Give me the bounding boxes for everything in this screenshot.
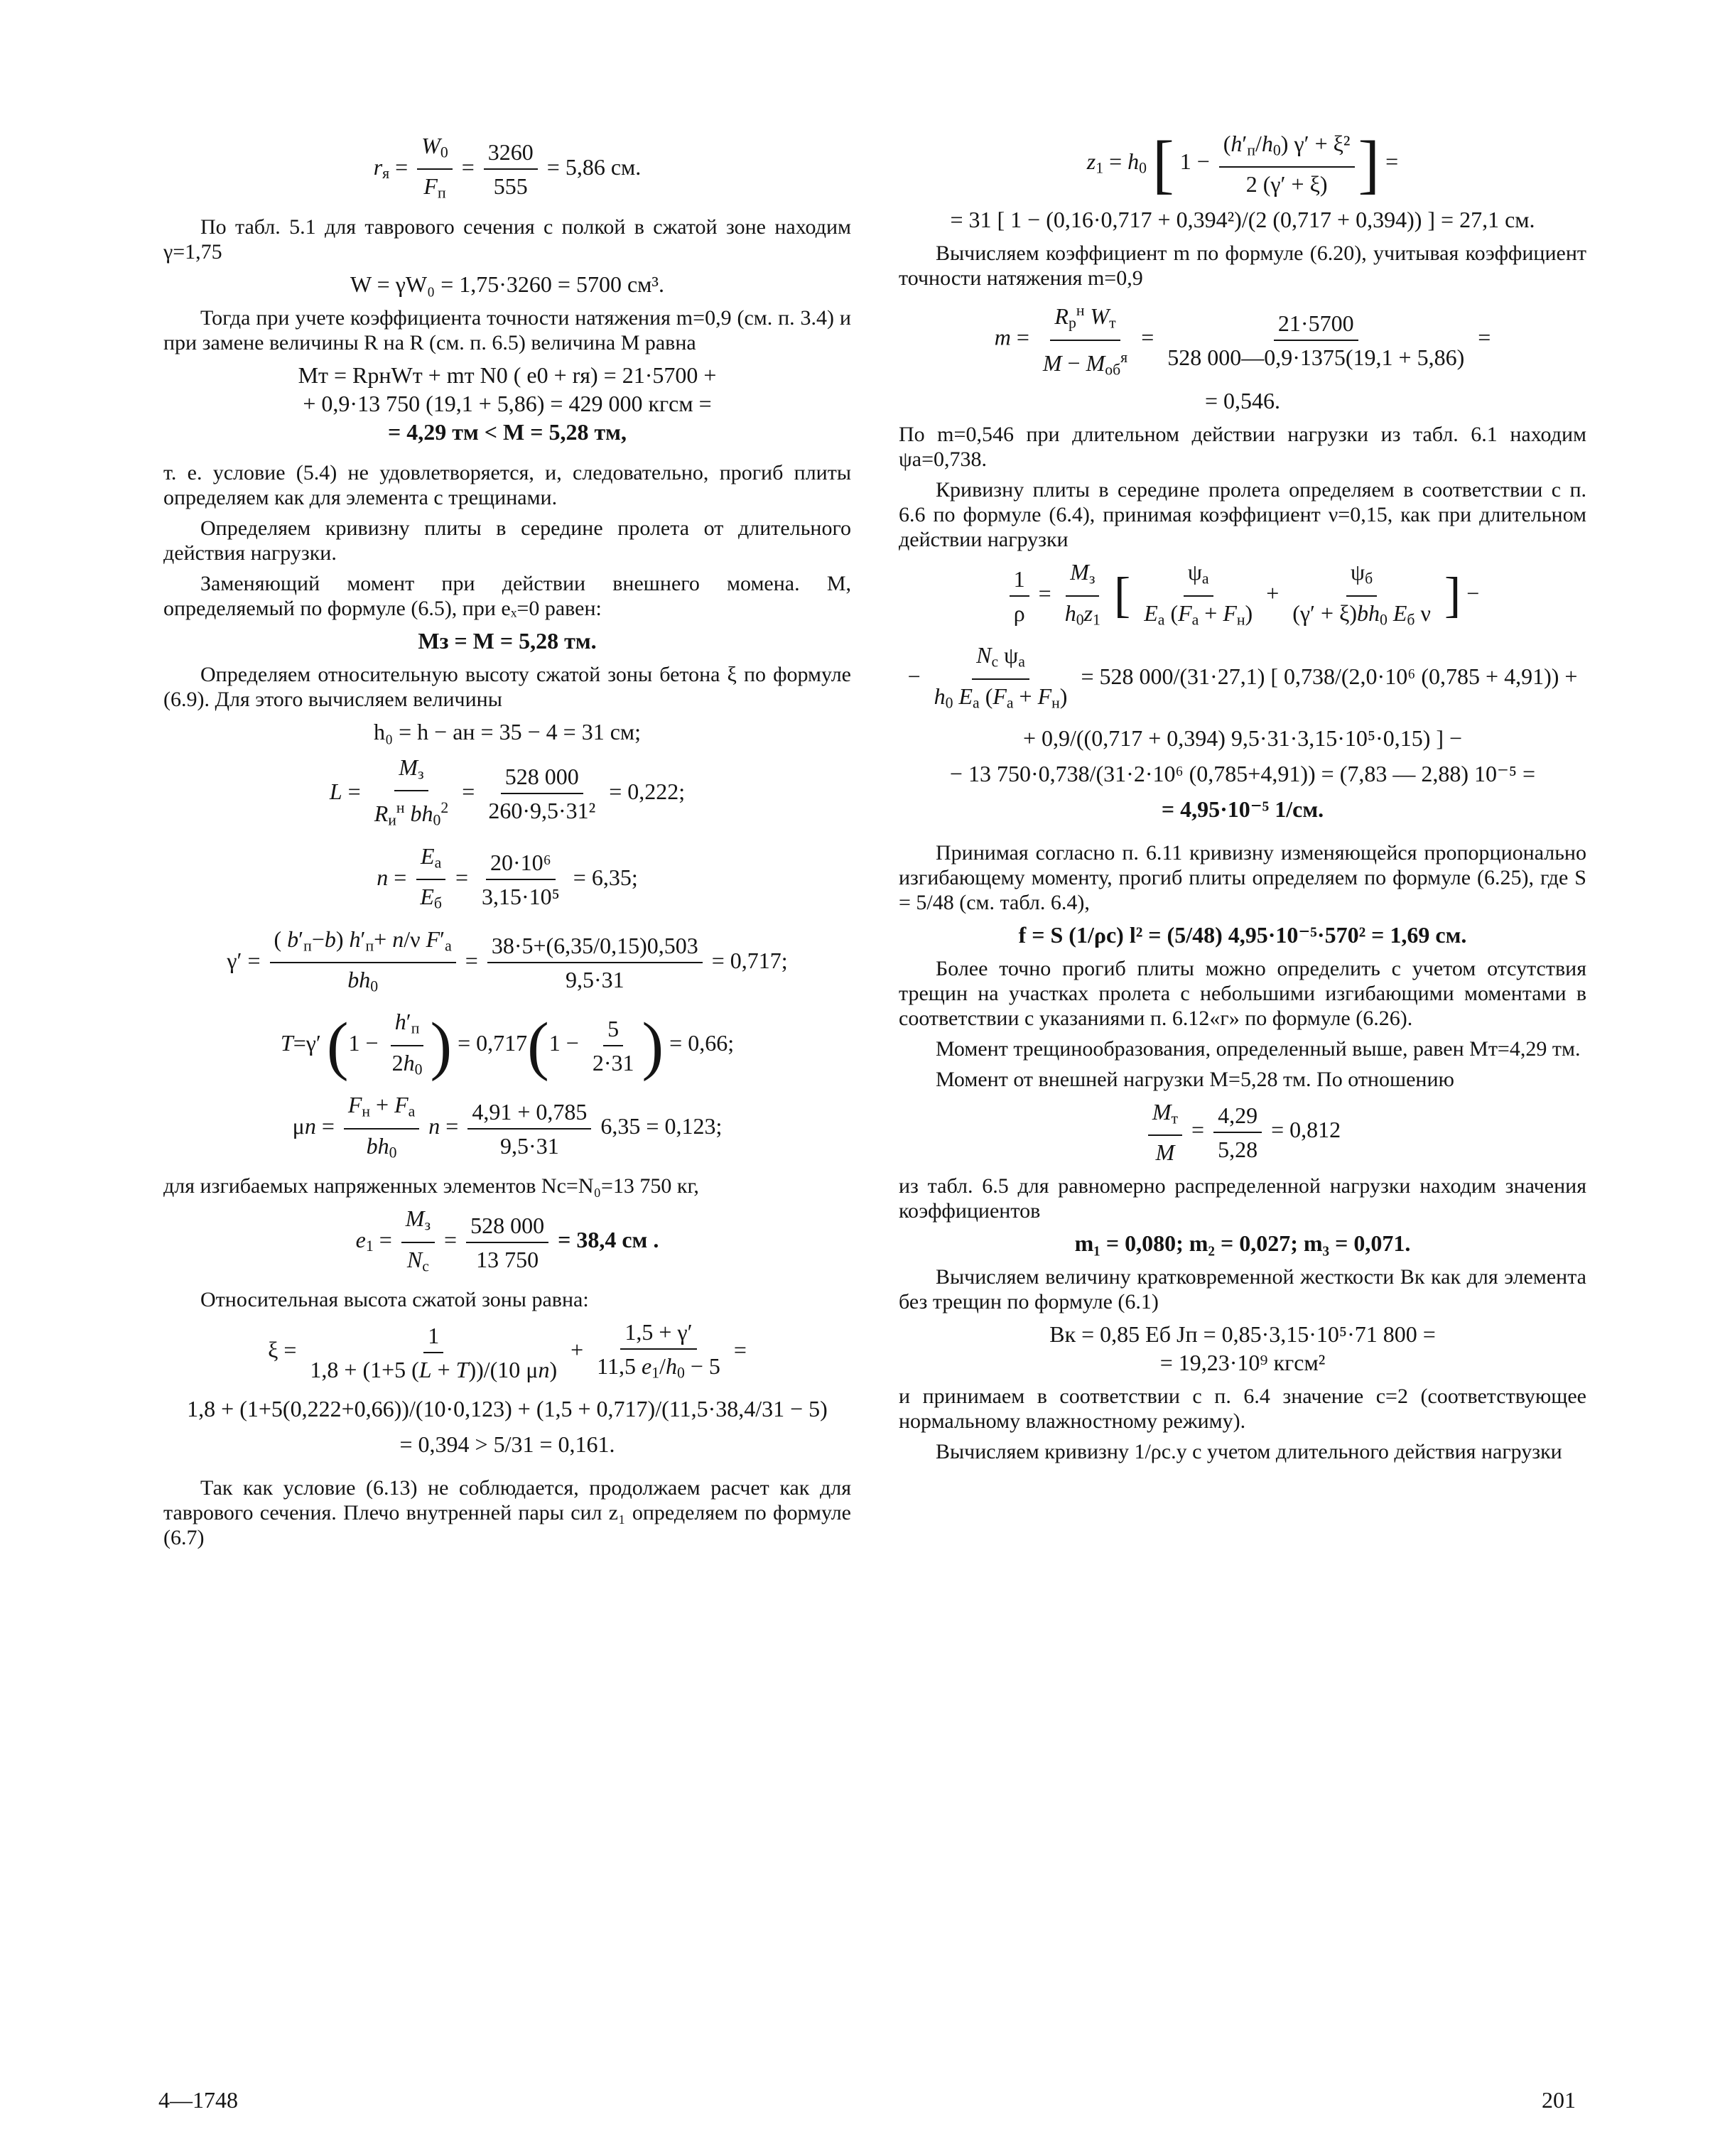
eq-e1: $e_1$ = $\frac{M_з}{N_c}$ = $\frac{528 000}{13 750}$ = 38,4 см . bbox=[355, 1206, 659, 1275]
paragraph-coefficient-c: и принимаем в соответствии с п. 6.4 значение c=2 (соответствующее нормальному влажностному режиму). bbox=[899, 1385, 1586, 1434]
eq-xi-general: ξ = $\frac{1}{1,8 + (1+5 (L + T))/(10 \mu n)}$ + $\frac{1,5 + \gamma'}{11,5 e_1/h_0 - 5}$ = bbox=[268, 1319, 747, 1382]
paragraph-relative-height-equals: Относительная высота сжатой зоны равна: bbox=[200, 1288, 589, 1312]
folio-signature: 4—1748 bbox=[158, 2087, 238, 2113]
eq-m: m = $\frac{R_р^н W_т}{M - M_{об}^я}$ = $\frac{21\cdot 5700}{528 000—0,9\cdot 1375(19,1 + 5,86)}$ = bbox=[899, 296, 1586, 384]
eq-curvature-line-3: + 0,9/((0,717 + 0,394) 9,5·31·3,15·10⁵·0,15) ] − bbox=[1022, 725, 1463, 751]
eq-T: T=γ′ (1 − $\frac{h'_п}{2h_0}$ ) = 0,717(1 − $\frac{5}{2\cdot 31}$ ) = 0,66; bbox=[280, 1009, 735, 1082]
paragraph-relative-height: Определяем относительную высоту сжатой зоны бетона ξ по формуле (6.9). Для этого вычисляем величины bbox=[163, 662, 851, 711]
eq-mt-line-2: + 0,9·13 750 (19,1 + 5,86) = 429 000 кгсм = bbox=[303, 390, 712, 416]
eq-mz: Mз = M = 5,28 тм. bbox=[418, 627, 597, 654]
eq-mun: μn = $\frac{F_н + F_а}{bh_0}$ n = $\frac{4,91 + 0,785}{9,5\cdot 31}$ 6,35 = 0,123; bbox=[292, 1092, 723, 1161]
eq-bk-line-2: = 19,23·10⁹ кгсм² bbox=[1159, 1350, 1326, 1376]
paragraph-tension-accuracy: Тогда при учете коэффициента точности натяжения m=0,9 (см. п. 3.4) и при замене величины R на R (см. п. 6.5) величина M равна bbox=[163, 305, 851, 354]
eq-moment-ratio: $\frac{M_т}{M}$ = $\frac{4,29}{5,28}$ = 0,812 bbox=[899, 1098, 1586, 1166]
eq-xi-substituted: 1,8 + (1+5(0,222+0,66))/(10·0,123) + (1,5 + 0,717)/(11,5·38,4/31 − 5) bbox=[187, 1395, 828, 1421]
eq-z1-substituted: = 31 [ 1 − (0,16·0,717 + 0,394²)/(2 (0,717 + 0,394)) ] = 27,1 см. bbox=[950, 207, 1535, 233]
paragraph-short-term-stiffness: Вычисляем величину кратковременной жесткости Bк как для элемента без трещин по формуле (6.1) bbox=[899, 1265, 1586, 1314]
eq-mt-line-3: = 4,29 тм < M = 5,28 тм, bbox=[388, 418, 627, 445]
eq-m-result: = 0,546. bbox=[1204, 388, 1281, 414]
eq-n: n = $\frac{E_а}{E_б}$ = $\frac{\text{20·10⁶}}{\text{3,15·10⁵}}$ = 6,35; bbox=[377, 843, 638, 912]
paragraph-curvature-formula: Кривизну плиты в середине пролета определяем в соответствии с п. 6.6 по формуле (6.4), принимая коэффициент ν=0,15, как при длительном действии нагрузки bbox=[899, 478, 1586, 552]
eq-z1-general: $z_1 = h_0$ [ 1 − $\frac{(h'_п/h_0) \gamma' + \xi^2}{2 (\gamma' + \xi)}$ ] = bbox=[1086, 127, 1399, 200]
eq-gamma: γ′ = $\frac{( b'_п-b) h'_п+ n/\nu F'_а}{bh_0}$ = $\frac{38\cdot 5+(6,35/0,15)0,503}{9,5\cdot 31}$ = 0,717; bbox=[227, 926, 788, 995]
eq-curvature-general: $\frac{1}{\rho}$ = $\frac{M_з}{h_0z_1}$ [ $\frac{\psi_а}{E_а (F_а + F_н)}$ + $\frac{\psi_б}{(\gamma' + \xi)bh_0 E_б \nu}$ ] − bbox=[899, 558, 1586, 634]
paragraph-replacing-moment: Заменяющий момент при действии внешнего момена. M, определяемый по формуле (6.5), при eₓ=0 равен: bbox=[163, 571, 851, 620]
paragraph-curvature-intro: Определяем кривизну плиты в середине пролета от длительного действия нагрузки. bbox=[163, 516, 851, 565]
eq-curvature-line-2: − $\frac{N_c \psi_а}{h_0 E_а (F_а + F_н)}$ = 528 000/(31·27,1) [ 0,738/(2,0·10⁶ (0,785 + 4,91)) + bbox=[907, 642, 1578, 711]
right-column bbox=[899, 126, 1586, 1470]
paragraph-table-5-1: По табл. 5.1 для таврового сечения с полкой в сжатой зоне находим γ=1,75 bbox=[163, 215, 851, 264]
eq-L: L = $\frac{M_з}{R_и^н bh_0^2}$ = $\frac{528 000}{\text{260·9,5·31²}}$ = 0,222; bbox=[329, 754, 686, 829]
eq-h0: h₀ = h − aн = 35 − 4 = 31 см; bbox=[373, 718, 642, 744]
paragraph-long-term-curvature: Вычисляем кривизну 1/ρс.у с учетом длительного действия нагрузки bbox=[936, 1440, 1562, 1464]
paragraph-condition-5-4: т. е. условие (5.4) не удовлетворяется, и, следовательно, прогиб плиты определяем как для элемента с трещинами. bbox=[163, 460, 851, 509]
paragraph-prestressed-elements: для изгибаемых напряженных элементов Nc=N₀=13 750 кг, bbox=[163, 1174, 699, 1198]
paragraph-coefficient-m: Вычисляем коэффициент m по формуле (6.20), учитывая коэффициент точности натяжения m=0,9 bbox=[899, 242, 1586, 291]
paragraph-table-6-5: из табл. 6.5 для равномерно распределенной нагрузки находим значения коэффициентов bbox=[899, 1174, 1586, 1223]
eq-mt-line-1: Mт = RрнWт + mт N0 ( e0 + rя) = 21·5700 + bbox=[298, 362, 717, 388]
eq-coefficients: m₁ = 0,080; m₂ = 0,027; m₃ = 0,071. bbox=[1074, 1230, 1411, 1257]
eq-curvature-result: = 4,95·10⁻⁵ 1/см. bbox=[1161, 796, 1324, 822]
paragraph-psi-a: По m=0,546 при длительном действии нагрузки из табл. 6.1 находим ψa=0,738. bbox=[899, 423, 1586, 472]
eq-deflection: f = S (1/ρc) l² = (5/48) 4,95·10⁻⁵·570² = 1,69 см. bbox=[1018, 921, 1467, 948]
eq-curvature-line-4: − 13 750·0,738/(31·2·10⁶ (0,785+4,91)) = (7,83 — 2,88) 10⁻⁵ = bbox=[949, 760, 1536, 786]
paragraph-cracking-moment: Момент трещинообразования, определенный выше, равен Mт=4,29 тм. bbox=[936, 1036, 1581, 1061]
paragraph-more-precise: Более точно прогиб плиты можно определить с учетом отсутствия трещин на участках пролета с небольшими изгибающими моментами в соответствии с указаниями п. 6.12«г» по формуле (6.26). bbox=[899, 956, 1586, 1030]
page-number: 201 bbox=[1542, 2087, 1576, 2113]
eq-radius-core: $r_я$ = $\frac{W_0}{F_п}$ = $\frac{3260}{555}$ = 5,86 см. bbox=[373, 133, 642, 202]
paragraph-external-moment: Момент от внешней нагрузки M=5,28 тм. По отношению bbox=[936, 1067, 1454, 1091]
eq-xi-result: = 0,394 > 5/31 = 0,161. bbox=[399, 1431, 615, 1457]
paragraph-deflection-formula: Принимая согласно п. 6.11 кривизну изменяющейся пропорционально изгибающему моменту, прогиб плиты определяем по формуле (6.25), где S = 5/48 (см. табл. 6.4), bbox=[899, 840, 1586, 914]
paragraph-t-section: Так как условие (6.13) не соблюдается, продолжаем расчет как для таврового сечения. Плечо внутренней пары сил z₁ определяем по формуле (6.7) bbox=[163, 1475, 851, 1549]
eq-wt: W = γW₀ = 1,75·3260 = 5700 см³. bbox=[350, 271, 664, 297]
left-column bbox=[163, 131, 851, 1556]
eq-bk-line-1: Bк = 0,85 Eб Jп = 0,85·3,15·10⁵·71 800 = bbox=[1049, 1321, 1436, 1348]
